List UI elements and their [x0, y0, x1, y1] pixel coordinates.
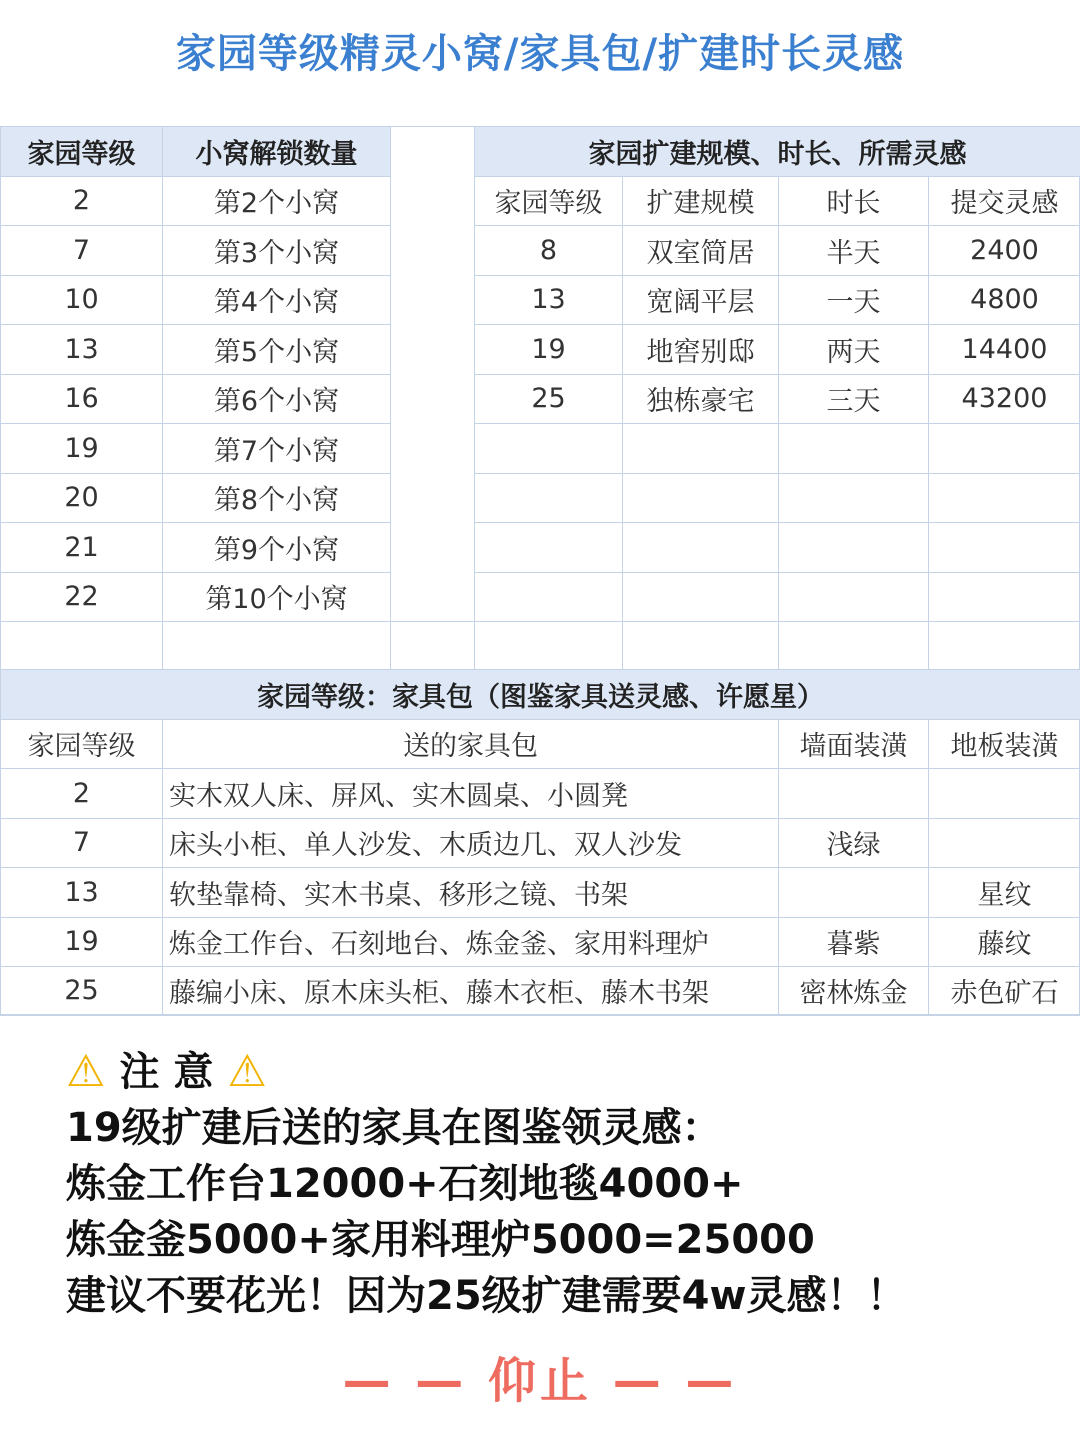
expansion-header-scale: 扩建规模 — [623, 177, 779, 227]
empty-cell — [623, 622, 779, 670]
furniture-cell: 赤色矿石 — [929, 967, 1080, 1015]
nest-cell: 第2个小窝 — [163, 177, 391, 227]
empty-cell — [929, 424, 1080, 474]
nest-cell: 21 — [1, 523, 163, 573]
expansion-header-level: 家园等级 — [475, 177, 623, 227]
empty-cell — [475, 523, 623, 573]
note-line: 建议不要花光！因为25级扩建需要4w灵感！！ — [66, 1273, 907, 1319]
empty-cell — [929, 622, 1080, 670]
empty-cell — [779, 622, 929, 670]
warning-icon: ⚠ — [66, 1046, 106, 1097]
furniture-cell: 藤纹 — [929, 918, 1080, 968]
author-signature: — — 仰止 — — — [342, 1353, 738, 1409]
furniture-header-pack: 送的家具包 — [163, 720, 779, 770]
furniture-cell — [779, 769, 929, 819]
empty-cell — [623, 523, 779, 573]
furniture-cell: 软垫靠椅、实木书桌、移形之镜、书架 — [163, 868, 779, 918]
furniture-cell: 星纹 — [929, 868, 1080, 918]
empty-cell — [163, 622, 391, 670]
nest-cell: 第8个小窝 — [163, 474, 391, 524]
nest-cell: 10 — [1, 276, 163, 326]
furniture-cell: 浅绿 — [779, 819, 929, 869]
expansion-cell: 14400 — [929, 325, 1080, 375]
nest-header-level: 家园等级 — [1, 127, 163, 177]
nest-cell: 13 — [1, 325, 163, 375]
nest-cell: 2 — [1, 177, 163, 227]
expansion-cell: 独栋豪宅 — [623, 375, 779, 425]
empty-cell — [779, 573, 929, 623]
nest-header-count: 小窝解锁数量 — [163, 127, 391, 177]
expansion-cell: 一天 — [779, 276, 929, 326]
furniture-cell — [779, 868, 929, 918]
empty-cell — [929, 474, 1080, 524]
warning-icon: ⚠ — [227, 1046, 267, 1097]
nest-cell: 16 — [1, 375, 163, 425]
notes-section — [66, 1044, 1026, 1324]
nest-cell: 7 — [1, 226, 163, 276]
expansion-cell: 地窖别邸 — [623, 325, 779, 375]
data-grid — [0, 126, 1080, 1016]
furniture-cell: 7 — [1, 819, 163, 869]
furniture-cell — [929, 769, 1080, 819]
expansion-cell: 13 — [475, 276, 623, 326]
nest-cell: 第6个小窝 — [163, 375, 391, 425]
expansion-cell: 三天 — [779, 375, 929, 425]
empty-cell — [475, 622, 623, 670]
furniture-cell: 2 — [1, 769, 163, 819]
furniture-cell: 19 — [1, 918, 163, 968]
empty-cell — [391, 622, 475, 670]
nest-cell: 第10个小窝 — [163, 573, 391, 623]
empty-cell — [475, 474, 623, 524]
expansion-cell: 2400 — [929, 226, 1080, 276]
nest-cell: 第4个小窝 — [163, 276, 391, 326]
page-title: 家园等级精灵小窝/家具包/扩建时长灵感 — [175, 31, 905, 77]
warning-heading — [66, 1044, 1026, 1100]
empty-cell — [1, 622, 163, 670]
expansion-cell: 8 — [475, 226, 623, 276]
furniture-cell: 实木双人床、屏风、实木圆桌、小圆凳 — [163, 769, 779, 819]
furniture-header-level: 家园等级 — [1, 720, 163, 770]
expansion-cell: 43200 — [929, 375, 1080, 425]
expansion-cell: 两天 — [779, 325, 929, 375]
expansion-cell: 4800 — [929, 276, 1080, 326]
nest-cell: 第9个小窝 — [163, 523, 391, 573]
furniture-cell — [929, 819, 1080, 869]
empty-cell — [779, 474, 929, 524]
empty-cell — [779, 523, 929, 573]
nest-cell: 22 — [1, 573, 163, 623]
furniture-cell: 炼金工作台、石刻地台、炼金釜、家用料理炉 — [163, 918, 779, 968]
note-line: 炼金工作台12000+石刻地毯4000+ — [66, 1161, 744, 1207]
empty-cell — [929, 523, 1080, 573]
empty-cell — [929, 573, 1080, 623]
expansion-cell: 25 — [475, 375, 623, 425]
note-line: 炼金釜5000+家用料理炉5000=25000 — [66, 1217, 815, 1263]
furniture-table-title: 家园等级：家具包（图鉴家具送灵感、许愿星） — [1, 670, 1080, 720]
nest-cell: 第3个小窝 — [163, 226, 391, 276]
expansion-table-title: 家园扩建规模、时长、所需灵感 — [475, 127, 1080, 177]
expansion-cell: 19 — [475, 325, 623, 375]
nest-cell: 19 — [1, 424, 163, 474]
empty-cell — [779, 424, 929, 474]
gap-column — [391, 127, 475, 622]
note-line: 19级扩建后送的家具在图鉴领灵感： — [66, 1105, 722, 1151]
expansion-header-duration: 时长 — [779, 177, 929, 227]
nest-cell: 第7个小窝 — [163, 424, 391, 474]
empty-cell — [475, 424, 623, 474]
furniture-cell: 25 — [1, 967, 163, 1015]
furniture-cell: 暮紫 — [779, 918, 929, 968]
furniture-cell: 床头小柜、单人沙发、木质边几、双人沙发 — [163, 819, 779, 869]
expansion-cell: 宽阔平层 — [623, 276, 779, 326]
furniture-cell: 13 — [1, 868, 163, 918]
furniture-header-wall: 墙面装潢 — [779, 720, 929, 770]
nest-cell: 20 — [1, 474, 163, 524]
empty-cell — [623, 573, 779, 623]
expansion-cell: 半天 — [779, 226, 929, 276]
empty-cell — [475, 573, 623, 623]
furniture-cell: 密林炼金 — [779, 967, 929, 1015]
expansion-cell: 双室简居 — [623, 226, 779, 276]
empty-cell — [623, 424, 779, 474]
empty-cell — [623, 474, 779, 524]
furniture-cell: 藤编小床、原木床头柜、藤木衣柜、藤木书架 — [163, 967, 779, 1015]
warning-title: 注 意 — [119, 1049, 214, 1095]
nest-cell: 第5个小窝 — [163, 325, 391, 375]
furniture-header-floor: 地板装潢 — [929, 720, 1080, 770]
expansion-header-inspiration: 提交灵感 — [929, 177, 1080, 227]
